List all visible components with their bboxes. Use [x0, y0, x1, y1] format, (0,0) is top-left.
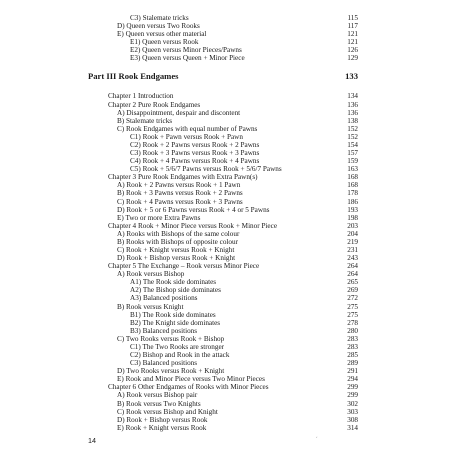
toc-entry-page: 168	[347, 181, 358, 190]
toc-entry	[130, 319, 358, 327]
toc-entry-title: E) Rook + Knight versus Rook	[117, 423, 207, 432]
toc-entry	[130, 157, 358, 165]
toc-entry-title: C1) The Two Rooks are stronger	[130, 342, 225, 351]
toc-entry-title: Chapter 1 Introduction	[108, 92, 174, 101]
toc-entry-page: 117	[347, 22, 358, 31]
page-number: 14	[88, 436, 96, 445]
toc-entry-title: B1) The Rook side dominates	[130, 310, 216, 319]
toc-entry-page: 299	[347, 383, 358, 392]
toc-entry-title: C3) Rook + 3 Pawns versus Rook + 3 Pawns	[130, 149, 260, 158]
toc-entry	[117, 335, 358, 343]
toc-entry	[108, 222, 358, 230]
toc-entry-title: B) Rooks with Bishops of opposite colour	[117, 237, 238, 246]
toc-entry-page: 157	[347, 149, 358, 158]
toc-entry	[130, 14, 358, 22]
toc-entry-title: E3) Queen versus Queen + Minor Piece	[130, 54, 245, 63]
toc-entry-page: 204	[347, 229, 358, 238]
toc-entry-page: 283	[347, 342, 358, 351]
toc-entry-page: 303	[347, 407, 358, 416]
toc-entry-title: A) Rook versus Bishop	[117, 270, 185, 279]
toc-entry-page: 278	[347, 318, 358, 327]
toc-entry-title: C3) Balanced positions	[130, 359, 198, 368]
toc-entry	[117, 303, 358, 311]
scan-mark: ‘	[316, 437, 318, 442]
toc-entry-page: 168	[347, 173, 358, 182]
toc-entry-title: B) Rook versus Two Knights	[117, 399, 201, 408]
toc-entry	[108, 173, 358, 181]
toc-entry-page: 115	[347, 14, 358, 22]
toc-entry	[117, 22, 358, 30]
toc-entry-page: 129	[347, 54, 358, 63]
toc-entry	[108, 92, 358, 100]
toc-entry-page: 126	[347, 46, 358, 55]
toc-entry-page: 193	[347, 205, 358, 214]
toc-entry-page: 269	[347, 286, 358, 295]
toc-entry-title: E2) Queen versus Minor Pieces/Pawns	[130, 46, 242, 55]
toc-entry-title: Chapter 3 Pure Rook Endgames with Extra Pawn(s)	[108, 173, 258, 182]
toc-entry	[117, 117, 358, 125]
toc-entry	[117, 391, 358, 399]
toc-entry	[130, 46, 358, 54]
toc-entry	[130, 286, 358, 294]
toc-entry	[117, 408, 358, 416]
toc-entry-page: 299	[347, 391, 358, 400]
toc-entry-page: 203	[347, 221, 358, 230]
toc-entry-page: 152	[347, 132, 358, 141]
toc-entry	[108, 101, 358, 109]
toc-entry-title: C5) Rook + 5/6/7 Pawns versus Rook + 5/6/7 Pawns	[130, 165, 282, 174]
toc-entry-title: E1) Queen versus Rook	[130, 38, 199, 47]
toc-entry-title: Chapter 2 Pure Rook Endgames	[108, 100, 201, 109]
toc-entry-title: C2) Bishop and Rook in the attack	[130, 351, 230, 360]
toc-entry-title: B) Stalemate tricks	[117, 116, 173, 125]
toc-entry-title: A) Rooks with Bishops of the same colour	[117, 229, 240, 238]
toc-entry	[130, 165, 358, 173]
toc-entry-page: 285	[347, 351, 358, 360]
toc-entry-page: 198	[347, 213, 358, 222]
toc-entry-title: A) Disappointment, despair and discontent	[117, 108, 241, 117]
toc-entry-page: 308	[347, 415, 358, 424]
toc-entry-title: B) Rook versus Knight	[117, 302, 184, 311]
toc-entry-title: C) Rook Endgames with equal number of Pawns	[117, 124, 258, 133]
toc-entry	[130, 294, 358, 302]
toc-entry-title: B) Rook + 3 Pawns versus Rook + 2 Pawns	[117, 189, 243, 198]
toc-entry-page: 121	[347, 30, 358, 39]
toc-entry-page: 280	[347, 326, 358, 335]
toc-entry-page: 265	[347, 278, 358, 287]
toc-entry-title: C) Rook versus Bishop and Knight	[117, 407, 218, 416]
toc-entry	[130, 327, 358, 335]
toc-entry-title: E) Rook and Minor Piece versus Two Minor Pieces	[117, 375, 265, 384]
toc-entry-page: 136	[347, 100, 358, 109]
toc-entry	[117, 424, 358, 432]
toc-entry	[117, 375, 358, 383]
toc-entry-title: B2) The Knight side dominates	[130, 318, 221, 327]
toc-entry	[130, 359, 358, 367]
toc-entry-page: 314	[347, 423, 358, 432]
toc-entry	[117, 109, 358, 117]
toc-entry-page: 294	[347, 375, 358, 384]
toc-entry	[117, 181, 358, 189]
toc-entry	[117, 198, 358, 206]
toc-entry	[117, 214, 358, 222]
toc-entry	[130, 311, 358, 319]
toc-entry-title: C4) Rook + 4 Pawns versus Rook + 4 Pawns	[130, 157, 260, 166]
toc-entry-title: E) Two or more Extra Pawns	[117, 213, 201, 222]
toc-entry	[108, 383, 358, 391]
toc-entry	[130, 351, 358, 359]
toc-entry	[117, 270, 358, 278]
toc-entry-title: A2) The Bishop side dominates	[130, 286, 221, 295]
toc-entry-title: A) Rook + 2 Pawns versus Rook + 1 Pawn	[117, 181, 241, 190]
toc-entry	[117, 400, 358, 408]
toc-entry-title: D) Two Rooks versus Rook + Knight	[117, 367, 225, 376]
toc-entry-title: C) Rook + 4 Pawns versus Rook + 3 Pawns	[117, 197, 243, 206]
toc-entry	[130, 133, 358, 141]
toc-entry-page: 283	[347, 334, 358, 343]
toc-entry-title: E) Queen versus other material	[117, 30, 207, 39]
toc-entry-page: 231	[347, 246, 358, 254]
toc-entry-page: 275	[347, 302, 358, 311]
toc-part-heading	[88, 72, 358, 80]
toc-entry	[117, 246, 358, 254]
toc-entry	[117, 189, 358, 197]
toc-entry-title: C3) Stalemate tricks	[130, 14, 189, 22]
toc-entry-title: D) Rook + 5 or 6 Pawns versus Rook + 4 or 5 Pawns	[117, 205, 270, 214]
toc-entry-title: A) Rook versus Bishop pair	[117, 391, 198, 400]
toc-entry	[117, 416, 358, 424]
toc-entry-page: 264	[347, 270, 358, 279]
toc-entry	[117, 238, 358, 246]
toc-entry	[117, 367, 358, 375]
toc-entry	[117, 254, 358, 262]
toc-entry-title: D) Rook + Bishop versus Rook + Knight	[117, 254, 236, 263]
toc-entry	[130, 149, 358, 157]
toc-entry-title: C2) Rook + 2 Pawns versus Rook + 2 Pawns	[130, 140, 260, 149]
toc-entry-title: C) Rook + Knight versus Rook + Knight	[117, 246, 235, 254]
toc-entry-title: B3) Balanced positions	[130, 326, 198, 335]
toc-entry-title: C1) Rook + Pawn versus Rook + Pawn	[130, 132, 243, 141]
toc-entry-page: 133	[345, 71, 358, 82]
toc-entry-page: 272	[347, 294, 358, 303]
toc-entry	[108, 262, 358, 270]
toc-entry-page: 154	[347, 140, 358, 149]
toc-entry	[130, 278, 358, 286]
toc-entry-title: D) Queen versus Two Rooks	[117, 22, 200, 31]
toc-entry-page: 121	[347, 38, 358, 47]
toc-entry-page: 219	[347, 237, 358, 246]
toc-entry-page: 159	[347, 157, 358, 166]
toc-entry-page: 136	[347, 108, 358, 117]
toc-entry-page: 138	[347, 116, 358, 125]
toc-entry-title: Chapter 4 Rook + Minor Piece versus Rook + Minor Piece	[108, 221, 278, 230]
toc-entry-page: 289	[347, 359, 358, 368]
toc-entry	[117, 206, 358, 214]
toc-entry-page: 264	[347, 262, 358, 271]
toc-entry	[130, 141, 358, 149]
toc-entry-page: 152	[347, 124, 358, 133]
toc-entry-title: C) Two Rooks versus Rook + Bishop	[117, 334, 225, 343]
toc-entry-page: 178	[347, 189, 358, 198]
toc-entry	[130, 343, 358, 351]
toc-entry	[130, 54, 358, 62]
toc-entry-page: 134	[347, 92, 358, 101]
toc-entry-title: D) Rook + Bishop versus Rook	[117, 415, 208, 424]
toc-entry-title: A3) Balanced positions	[130, 294, 198, 303]
toc-entry-title: Chapter 6 Other Endgames of Rooks with Minor Pieces	[108, 383, 269, 392]
toc-entry-page: 243	[347, 254, 358, 263]
toc-entry-page: 302	[347, 399, 358, 408]
toc-entry	[117, 230, 358, 238]
toc-entry-page: 291	[347, 367, 358, 376]
toc-entry-page: 163	[347, 165, 358, 174]
toc-entry-title: Chapter 5 The Exchange – Rook versus Minor Piece	[108, 262, 260, 271]
toc-entry	[130, 38, 358, 46]
toc-entry-title: Part III Rook Endgames	[88, 71, 179, 82]
toc-entry-title: A1) The Rook side dominates	[130, 278, 217, 287]
toc-entry-page: 186	[347, 197, 358, 206]
toc-entry	[117, 30, 358, 38]
toc-entry-page: 275	[347, 310, 358, 319]
toc-entry	[117, 125, 358, 133]
